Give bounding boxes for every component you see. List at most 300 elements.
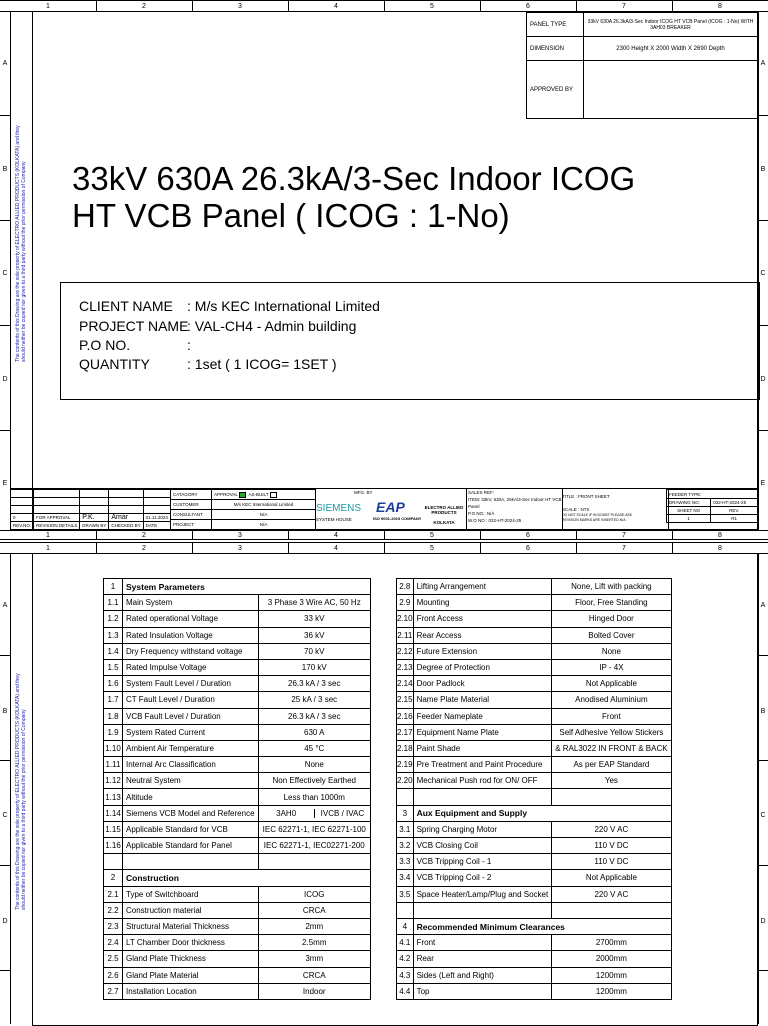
parameter-name: Applicable Standard for VCB bbox=[123, 821, 259, 837]
rev-label: REV. bbox=[711, 507, 758, 515]
dimension-label: DIMENSION bbox=[527, 37, 584, 61]
table-row bbox=[104, 886, 371, 902]
parameter-name: Applicable Standard for Panel bbox=[123, 838, 259, 854]
parameter-name: Front bbox=[413, 935, 552, 951]
parameter-name: Internal Arc Classification bbox=[123, 757, 259, 773]
table-row bbox=[104, 838, 371, 854]
logo-area bbox=[316, 489, 467, 530]
row-number: 2.14 bbox=[397, 676, 414, 692]
customer-value: M/s KEC International Limited bbox=[212, 500, 316, 510]
table-row bbox=[397, 805, 672, 821]
rev-no-header: REV.NO. bbox=[11, 522, 34, 530]
category-label: CATAGORY bbox=[171, 490, 212, 500]
project-name-value: : VAL-CH4 - Admin building bbox=[187, 318, 357, 334]
table-row bbox=[397, 870, 672, 886]
parameter-value: 2.5mm bbox=[258, 935, 370, 951]
row-tick bbox=[0, 220, 10, 221]
parameter-name: Rated Impulse Voltage bbox=[123, 659, 259, 675]
parameter-name: Feeder Nameplate bbox=[413, 708, 552, 724]
parameter-name: Front Access bbox=[413, 611, 552, 627]
table-row bbox=[397, 838, 672, 854]
table-row bbox=[397, 935, 672, 951]
parameter-value: 45 °C bbox=[258, 740, 370, 756]
parameter-value: Anodised Aluminium bbox=[552, 692, 671, 708]
table-row bbox=[104, 708, 371, 724]
row-number: 2.13 bbox=[397, 659, 414, 675]
table-row bbox=[397, 821, 672, 837]
table-row bbox=[397, 967, 672, 983]
row-number: 2.11 bbox=[397, 627, 414, 643]
siemens-logo: SIEMENS bbox=[316, 503, 362, 514]
parameter-name: Siemens VCB Model and Reference bbox=[123, 805, 259, 821]
parameter-value: ICOG bbox=[258, 886, 370, 902]
row-tick bbox=[758, 760, 768, 761]
parameter-name: CT Fault Level / Duration bbox=[123, 692, 259, 708]
col-label: 4 bbox=[334, 545, 338, 552]
row-tick bbox=[758, 970, 768, 971]
parameter-name: System Rated Current bbox=[123, 724, 259, 740]
table-row bbox=[104, 773, 371, 789]
row-number bbox=[397, 902, 414, 918]
checked-initials: Amar bbox=[109, 514, 143, 522]
row-tick bbox=[0, 115, 10, 116]
po-no-label: P.O NO. bbox=[79, 337, 131, 353]
col-label: 7 bbox=[622, 545, 626, 552]
vcb-model: 3AH0 bbox=[259, 809, 315, 818]
table-row bbox=[397, 676, 672, 692]
parameter-name: Door Padlock bbox=[413, 676, 552, 692]
table-row bbox=[397, 595, 672, 611]
row-number: 1.14 bbox=[104, 805, 123, 821]
row-number: 1 bbox=[104, 579, 123, 595]
row-number: 1.10 bbox=[104, 740, 123, 756]
table-row bbox=[104, 935, 371, 951]
col-label: 6 bbox=[526, 532, 530, 539]
parameter-name: Gland Plate Material bbox=[123, 967, 259, 983]
table-row bbox=[397, 740, 672, 756]
row-tick bbox=[0, 970, 10, 971]
row-number: 1.15 bbox=[104, 821, 123, 837]
approval-label: APPROVAL bbox=[214, 492, 238, 497]
approved-by-value bbox=[584, 61, 758, 119]
equipment-parameters-table bbox=[396, 578, 672, 1000]
parameter-name: System Fault Level / Duration bbox=[123, 676, 259, 692]
title-line-2: HT VCB Panel ( ICOG : 1-No) bbox=[72, 197, 510, 234]
checked-by-header: CHECKED BY bbox=[109, 522, 143, 530]
parameter-name bbox=[413, 902, 552, 918]
eap-logo: EAP bbox=[376, 499, 405, 515]
revision-table bbox=[10, 489, 171, 530]
row-number: 2.3 bbox=[104, 918, 123, 934]
row-tick bbox=[758, 430, 768, 431]
row-number: 2.5 bbox=[104, 951, 123, 967]
parameter-name: Mounting bbox=[413, 595, 552, 611]
parameter-value: Hinged Door bbox=[552, 611, 671, 627]
table-row bbox=[397, 757, 672, 773]
parameter-value: Yes bbox=[552, 773, 671, 789]
row-label: D bbox=[760, 918, 766, 925]
parameter-value: IP - 4X bbox=[552, 659, 671, 675]
drawing-no-label: DRAWING NO: bbox=[667, 499, 711, 507]
table-row bbox=[104, 676, 371, 692]
row-number: 1.4 bbox=[104, 643, 123, 659]
parameter-name: Rear Access bbox=[413, 627, 552, 643]
col-label: 5 bbox=[430, 532, 434, 539]
row-number: 1.11 bbox=[104, 757, 123, 773]
parameter-value: 170 kV bbox=[258, 659, 370, 675]
parameter-name: Name Plate Material bbox=[413, 692, 552, 708]
table-row bbox=[397, 902, 672, 918]
parameter-value: 2000mm bbox=[552, 951, 671, 967]
parameter-name: Rated Insulation Voltage bbox=[123, 627, 259, 643]
row-number: 3 bbox=[397, 805, 414, 821]
vcb-reference: IVCB / IVAC bbox=[320, 808, 365, 818]
parameter-value: None bbox=[258, 757, 370, 773]
parameter-value: & RAL3022 IN FRONT & BACK bbox=[552, 740, 671, 756]
row-number: 2.4 bbox=[104, 935, 123, 951]
table-row bbox=[397, 983, 672, 999]
row-number: 1.8 bbox=[104, 708, 123, 724]
as-built-label: AS-BUILT bbox=[248, 492, 269, 497]
client-name-value: : M/s KEC International Limited bbox=[187, 298, 380, 314]
feeder-type: FEEDER TYPE: bbox=[667, 490, 758, 499]
row-number: 2.18 bbox=[397, 740, 414, 756]
row-number: 2.8 bbox=[397, 579, 414, 595]
col-label: 1 bbox=[46, 3, 50, 10]
row-number: 2.1 bbox=[104, 886, 123, 902]
row-label: A bbox=[760, 60, 766, 67]
parameter-value: Less than 1000m bbox=[258, 789, 370, 805]
copyright-note-sheet2: The contents of this Drawing are the sole property of ELECTRO ALLIED PRODUCTS (KOLKATA) and they should neither be copied nor given to a third party without the prior permission of Company bbox=[15, 673, 27, 910]
row-label: B bbox=[2, 166, 8, 173]
parameter-name: Altitude bbox=[123, 789, 259, 805]
row-number: 2.15 bbox=[397, 692, 414, 708]
parameter-name: Rear bbox=[413, 951, 552, 967]
consultant-value: N/A bbox=[212, 510, 316, 520]
dimension-value: 2300 Height X 2000 Width X 2690 Depth bbox=[584, 37, 758, 61]
parameter-value: None, Lift with packing bbox=[552, 579, 671, 595]
parameter-name: Installation Location bbox=[123, 983, 259, 999]
quantity-label: QUANTITY bbox=[79, 356, 150, 372]
row-tick bbox=[0, 325, 10, 326]
row-number: 2.16 bbox=[397, 708, 414, 724]
sheet-title: TITLE : FRONT SHEET bbox=[562, 494, 610, 499]
parameter-name: Equipment Name Plate bbox=[413, 724, 552, 740]
approved-by-label: APPROVED BY bbox=[527, 61, 584, 119]
row-label: E bbox=[2, 480, 8, 487]
mfg-by-label: MFG. BY bbox=[354, 490, 373, 495]
col-label: 4 bbox=[334, 532, 338, 539]
as-built-checkbox[interactable] bbox=[270, 492, 277, 498]
panel-info-block bbox=[526, 12, 758, 119]
row-number: 2.10 bbox=[397, 611, 414, 627]
row-number: 2.20 bbox=[397, 773, 414, 789]
parameter-value: Not Applicable bbox=[552, 870, 671, 886]
row-number: 1.5 bbox=[104, 659, 123, 675]
col-label: 3 bbox=[238, 3, 242, 10]
parameter-value: 25 kA / 3 sec bbox=[258, 692, 370, 708]
parameter-name: Ambient Air Temperature bbox=[123, 740, 259, 756]
parameter-value: 630 A bbox=[258, 724, 370, 740]
row-label: A bbox=[2, 602, 8, 609]
customer-label: CUSTOMER bbox=[171, 500, 212, 510]
parameter-value: Floor, Free Standing bbox=[552, 595, 671, 611]
row-label: A bbox=[760, 602, 766, 609]
panel-type-value: 33kV 630A 26.3kA/3-Sec Indoor ICOG HT VCB Panel (ICOG : 1-No) WITH 3AH03 BREAKER bbox=[584, 13, 758, 37]
table-row bbox=[104, 967, 371, 983]
system-house-label: SYSTEM HOUSE bbox=[316, 517, 352, 522]
item: ITEM: 33kV, 630A, 26kA/3-Sec Indoor HT VCB Panel bbox=[468, 497, 562, 509]
table-row bbox=[397, 724, 672, 740]
row-label: B bbox=[760, 166, 766, 173]
col-label: 6 bbox=[526, 545, 530, 552]
table-row bbox=[397, 692, 672, 708]
row-label: C bbox=[2, 812, 8, 819]
parameter-value: 1200mm bbox=[552, 983, 671, 999]
po-no: P.O NO.: N/A bbox=[468, 511, 495, 516]
row-number: 2.2 bbox=[104, 902, 123, 918]
row-number: 3.1 bbox=[397, 821, 414, 837]
table-row bbox=[397, 918, 672, 934]
col-label: 4 bbox=[334, 3, 338, 10]
parameter-value: Non Effectively Earthed bbox=[258, 773, 370, 789]
row-number: 1.3 bbox=[104, 627, 123, 643]
eap-name: ELECTRO ALLIED PRODUCTS bbox=[424, 505, 464, 515]
table-row bbox=[397, 854, 672, 870]
parameter-name: Lifting Arrangement bbox=[413, 579, 552, 595]
project-info-box bbox=[60, 282, 760, 400]
parameter-value: As per EAP Standard bbox=[552, 757, 671, 773]
row-number: 1.12 bbox=[104, 773, 123, 789]
eap-city: KOLKATA bbox=[433, 520, 455, 525]
parameter-value: CRCA bbox=[258, 967, 370, 983]
row-label: D bbox=[2, 376, 8, 383]
scale: SCALE : NTS bbox=[562, 507, 590, 512]
table-row bbox=[104, 757, 371, 773]
system-parameters-table bbox=[103, 578, 371, 1000]
wo-no: W.O NO : 032-HT-2024-25 bbox=[468, 518, 522, 523]
parameter-value: 70 kV bbox=[258, 643, 370, 659]
parameter-name: Structural Material Thickness bbox=[123, 918, 259, 934]
row-tick bbox=[758, 865, 768, 866]
row-number: 2.12 bbox=[397, 643, 414, 659]
title-line-1: 33kV 630A 26.3kA/3-Sec Indoor ICOG bbox=[72, 160, 636, 197]
row-number: 1.2 bbox=[104, 611, 123, 627]
col-label: 8 bbox=[718, 532, 722, 539]
table-row bbox=[104, 611, 371, 627]
parameter-name: Degree of Protection bbox=[413, 659, 552, 675]
right-border-sheet2 bbox=[758, 554, 768, 1024]
parameter-name: Dry Frequency withstand voltage bbox=[123, 643, 259, 659]
parameter-value: 1200mm bbox=[552, 967, 671, 983]
date-header: DATE bbox=[143, 522, 170, 530]
row-number: 1.13 bbox=[104, 789, 123, 805]
parameter-value: 33 kV bbox=[258, 611, 370, 627]
row-number: 4.3 bbox=[397, 967, 414, 983]
table-row bbox=[397, 659, 672, 675]
row-label: C bbox=[760, 270, 766, 277]
row-label: E bbox=[760, 480, 766, 487]
parameter-value: 3 Phase 3 Wire AC, 50 Hz bbox=[258, 595, 370, 611]
parameter-name: Aux Equipment and Supply bbox=[413, 805, 671, 821]
col-label: 3 bbox=[238, 532, 242, 539]
table-row bbox=[104, 692, 371, 708]
sales-ref: SALES REF: bbox=[468, 490, 495, 495]
rev-no: 0 bbox=[11, 514, 34, 522]
col-label: 1 bbox=[46, 545, 50, 552]
parameter-name: Mechanical Push rod for ON/ OFF bbox=[413, 773, 552, 789]
col-label: 3 bbox=[238, 545, 242, 552]
row-number: 3.3 bbox=[397, 854, 414, 870]
parameter-value: Front bbox=[552, 708, 671, 724]
parameter-value: Indoor bbox=[258, 983, 370, 999]
parameter-name: Main System bbox=[123, 595, 259, 611]
table-row bbox=[104, 983, 371, 999]
bottom-ruler-sheet1 bbox=[0, 530, 768, 540]
row-label: A bbox=[2, 60, 8, 67]
table-row bbox=[104, 821, 371, 837]
po-no-value: : bbox=[187, 337, 191, 353]
table-row bbox=[397, 773, 672, 789]
parameter-value bbox=[552, 902, 671, 918]
parameter-value: Bolted Cover bbox=[552, 627, 671, 643]
parameter-name: VCB Fault Level / Duration bbox=[123, 708, 259, 724]
col-label: 2 bbox=[142, 532, 146, 539]
parameter-name: Space Heater/Lamp/Plug and Socket bbox=[413, 886, 552, 902]
parameter-value: 110 V DC bbox=[552, 838, 671, 854]
row-number: 4.4 bbox=[397, 983, 414, 999]
row-label: C bbox=[2, 270, 8, 277]
row-number: 4.1 bbox=[397, 935, 414, 951]
parameter-name: Recommended Minimum Clearances bbox=[413, 918, 671, 934]
table-row bbox=[104, 579, 371, 595]
col-label: 1 bbox=[46, 532, 50, 539]
parameter-value: 26.3 kA / 3 sec bbox=[258, 708, 370, 724]
table-row bbox=[397, 789, 672, 805]
row-tick bbox=[758, 115, 768, 116]
col-label: 2 bbox=[142, 545, 146, 552]
table-row bbox=[104, 854, 371, 870]
parameter-value: 220 V AC bbox=[552, 821, 671, 837]
project-name-label: PROJECT NAME bbox=[79, 318, 189, 334]
table-row bbox=[397, 627, 672, 643]
parameter-name: Gland Plate Thickness bbox=[123, 951, 259, 967]
table-row bbox=[397, 708, 672, 724]
title-area bbox=[560, 489, 669, 530]
table-row bbox=[104, 627, 371, 643]
row-number: 4 bbox=[397, 918, 414, 934]
main-title bbox=[72, 160, 635, 234]
project-value: N/A bbox=[212, 520, 316, 530]
parameter-name: Type of Switchboard bbox=[123, 886, 259, 902]
table-row bbox=[397, 579, 672, 595]
parameter-value: 110 V DC bbox=[552, 854, 671, 870]
table-row bbox=[104, 789, 371, 805]
parameter-name: Construction material bbox=[123, 902, 259, 918]
rev-value: R1 bbox=[711, 515, 758, 523]
row-tick bbox=[758, 220, 768, 221]
table-row bbox=[104, 740, 371, 756]
parameter-name: Future Extension bbox=[413, 643, 552, 659]
parameter-name: LT Chamber Door thickness bbox=[123, 935, 259, 951]
parameter-value: Not Applicable bbox=[552, 676, 671, 692]
row-number: 1.9 bbox=[104, 724, 123, 740]
row-number: 3.4 bbox=[397, 870, 414, 886]
row-number bbox=[104, 854, 123, 870]
parameter-name: Neutral System bbox=[123, 773, 259, 789]
col-label: 5 bbox=[430, 545, 434, 552]
drawn-initials: P.K. bbox=[80, 514, 109, 522]
col-label: 6 bbox=[526, 3, 530, 10]
row-tick bbox=[0, 760, 10, 761]
row-label: D bbox=[760, 376, 766, 383]
row-label: B bbox=[760, 708, 766, 715]
parameter-value: IEC 62271-1, IEC 62271-100 bbox=[258, 821, 370, 837]
left-border-sheet2 bbox=[0, 554, 11, 1024]
table-row bbox=[104, 870, 371, 886]
row-number: 1.1 bbox=[104, 595, 123, 611]
parameter-value: CRCA bbox=[258, 902, 370, 918]
row-tick bbox=[758, 655, 768, 656]
row-number: 2.9 bbox=[397, 595, 414, 611]
drawing-no: 032-HT-2024-25 bbox=[711, 499, 758, 507]
parameter-value: 2mm bbox=[258, 918, 370, 934]
parameter-name: Rated operational Voltage bbox=[123, 611, 259, 627]
rev-date: 01.11.2024 bbox=[143, 514, 170, 522]
row-number: 2.7 bbox=[104, 983, 123, 999]
note-1: DO NOT SCALE IF IN DOUBT PLEASE ASK bbox=[562, 513, 633, 517]
table-row bbox=[104, 951, 371, 967]
table-row bbox=[104, 805, 371, 821]
parameter-name: VCB Tripping Coil - 1 bbox=[413, 854, 552, 870]
row-number: 2.6 bbox=[104, 967, 123, 983]
parameter-name: Top bbox=[413, 983, 552, 999]
parameter-value: Self Adhesive Yellow Stickers bbox=[552, 724, 671, 740]
copyright-note: The contents of this Drawing are the sole property of ELECTRO ALLIED PRODUCTS (KOLKATA) and they should neither be copied nor given to a third party without the prior permission of Company bbox=[15, 125, 27, 362]
parameter-value bbox=[258, 805, 370, 821]
parameter-name: Spring Charging Motor bbox=[413, 821, 552, 837]
table-row bbox=[104, 902, 371, 918]
row-tick bbox=[0, 865, 10, 866]
row-tick bbox=[0, 430, 10, 431]
row-number: 4.2 bbox=[397, 951, 414, 967]
parameter-name: VCB Closing Coil bbox=[413, 838, 552, 854]
row-label: D bbox=[2, 918, 8, 925]
row-number: 1.16 bbox=[104, 838, 123, 854]
consultant-label: CONSULTANT bbox=[171, 510, 212, 520]
parameter-name: Pre Treatment and Paint Procedure bbox=[413, 757, 552, 773]
parameter-value: 3mm bbox=[258, 951, 370, 967]
col-label: 8 bbox=[718, 3, 722, 10]
row-label: B bbox=[2, 708, 8, 715]
row-label: C bbox=[760, 812, 766, 819]
sales-ref-area bbox=[466, 489, 563, 530]
project-label: PROJECT bbox=[171, 520, 212, 530]
for-approval: FOR APPROVAL bbox=[34, 514, 80, 522]
approval-checkbox[interactable] bbox=[239, 492, 246, 498]
sheet-no: 1 bbox=[667, 515, 711, 523]
drawn-by-header: DRAWN BY bbox=[80, 522, 109, 530]
row-number: 3.2 bbox=[397, 838, 414, 854]
title-block bbox=[10, 488, 758, 531]
col-label: 7 bbox=[622, 532, 626, 539]
top-ruler-sheet1 bbox=[0, 0, 768, 12]
customer-table bbox=[170, 489, 316, 530]
col-label: 8 bbox=[718, 545, 722, 552]
sheet-no-label: SHEET NO bbox=[667, 507, 711, 515]
parameter-name: VCB Tripping Coil - 2 bbox=[413, 870, 552, 886]
table-row bbox=[397, 951, 672, 967]
